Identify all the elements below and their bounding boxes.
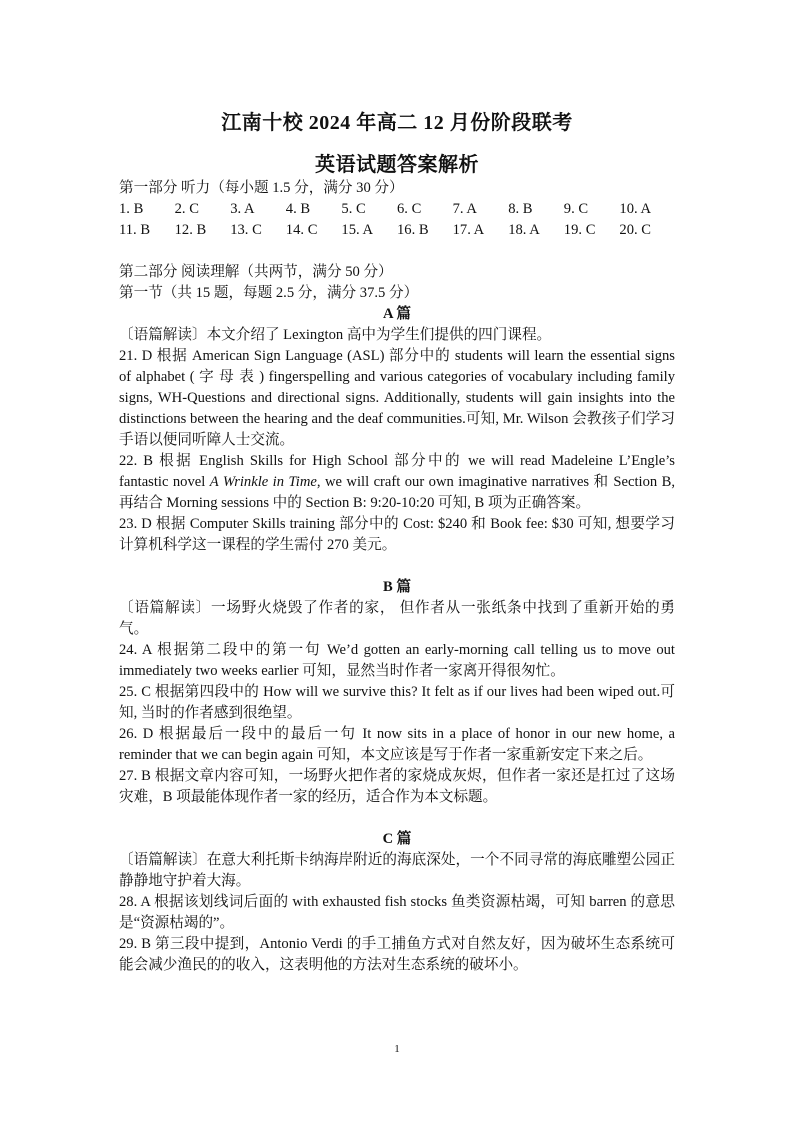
answers-row-2 (119, 220, 675, 241)
answers-row-1 (119, 199, 675, 220)
answer-21: 21. D 根据 American Sign Language (ASL) 部分中的 students will learn the essential signs of alphabet ( 字 母 表 ) fingerspelling and various categories of vocabulary including family signs, WH-Questions and directional signs. Additionally, students will gain insights into the distinctions between the hearing and the deaf communities.可知, Mr. Wilson 会教孩子们学习手语以便同听障人士交流。 (119, 348, 675, 448)
answer-item: 4. B (285, 201, 311, 217)
answer-27: 27. B 根据文章内容可知，一场野火把作者的家烧成灰烬，但作者一家还是扛过了这场灾难，B 项最能体现作者一家的经历，适合作为本文标题。 (119, 768, 675, 805)
passage-b-label: B 篇 (383, 579, 411, 595)
answer-item: 17. A (452, 222, 485, 238)
answer-item: 2. C (174, 201, 199, 217)
answer-item: 9. C (563, 201, 589, 217)
answer-item: 16. B (396, 222, 429, 238)
answer-item: 7. A (452, 201, 477, 217)
passage-b-intro: 〔语篇解读〕一场野火烧毁了作者的家， 但作者从一张纸条中找到了重新开始的勇气。 (119, 600, 675, 637)
page-number: 1 (394, 1043, 400, 1055)
passage-a-label: A 篇 (383, 306, 411, 322)
answer-22 (119, 451, 675, 514)
answer-22-text: 22. B 根据 English Skills for High School 部分中的 we will read Madeleine L’Engle’s fantastic novel (119, 453, 675, 490)
answer-item: 20. C (619, 222, 652, 238)
answer-item: 18. A (508, 222, 540, 238)
answer-item: 19. C (563, 222, 596, 238)
answer-item: 8. B (508, 201, 533, 217)
answer-29: 29. B 第三段中提到，Antonio Verdi 的手工捕鱼方式对自然友好，因为破坏生态系统可能会减少渔民的的收入，这表明他的方法对生态系统的破坏小。 (119, 936, 675, 973)
answer-content (119, 178, 675, 976)
part1-heading: 第一部分 听力（每小题 1.5 分，满分 30 分） (119, 180, 404, 196)
answer-item: 15. A (341, 222, 374, 238)
answer-item: 10. A (619, 201, 652, 217)
answer-item: 5. C (341, 201, 366, 217)
answer-item: 14. C (285, 222, 318, 238)
answer-item: 1. B (119, 201, 144, 217)
answer-23: 23. D 根据 Computer Skills training 部分中的 Cost: $240 和 Book fee: $30 可知, 想要学习计算机科学这一课程的学生需付 270 美元。 (119, 516, 675, 553)
answer-22-rest: , we will craft our own imaginative narratives 和 Section B,再结合 Morning sessions 中的 Section B: 9:20-10:20 可知, B 项为正确答案。 (119, 474, 675, 511)
book-title: A Wrinkle in Time (209, 474, 317, 490)
part2-heading: 第二部分 阅读理解（共两节，满分 50 分） (119, 264, 393, 280)
answer-28: 28. A 根据该划线词后面的 with exhausted fish stocks 鱼类资源枯竭，可知 barren 的意思是“资源枯竭的”。 (119, 894, 675, 931)
answer-item: 6. C (396, 201, 422, 217)
answer-26: 26. D 根据最后一段中的最后一句 It now sits in a place of honor in our new home, a reminder that we can begin again 可知，本文应该是写于作者一家重新安定下来之后。 (119, 726, 675, 763)
answer-item: 11. B (119, 222, 151, 238)
answer-item: 12. B (174, 222, 207, 238)
answer-item: 3. A (230, 201, 255, 217)
page-title: 江南十校 2024 年高二 12 月份阶段联考 (221, 112, 573, 134)
answer-24: 24. A 根据第二段中的第一句 We’d gotten an early-morning call telling us to move out immediately two weeks earlier 可知，显然当时作者一家离开得很匆忙。 (119, 642, 675, 679)
page-subtitle: 英语试题答案解析 (315, 154, 479, 176)
passage-c-intro: 〔语篇解读〕在意大利托斯卡纳海岸附近的海底深处，一个不同寻常的海底雕塑公园正静静地守护着大海。 (119, 852, 675, 889)
passage-c-label: C 篇 (382, 831, 412, 847)
section1-heading: 第一节（共 15 题，每题 2.5 分，满分 37.5 分） (119, 285, 419, 301)
passage-a-intro: 〔语篇解读〕本文介绍了 Lexington 高中为学生们提供的四门课程。 (119, 327, 552, 343)
answer-item: 13. C (230, 222, 262, 238)
answer-25: 25. C 根据第四段中的 How will we survive this? It felt as if our lives had been wiped out.可知, 当时的作者感到很绝望。 (119, 684, 675, 721)
